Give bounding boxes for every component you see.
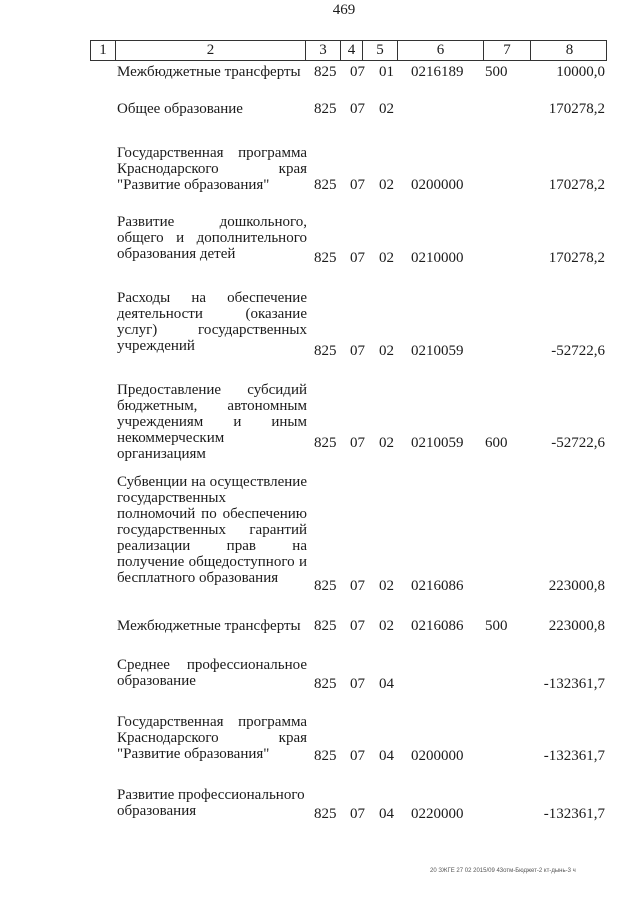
- row-c6: 0200000: [411, 177, 464, 193]
- row-c5: 04: [379, 806, 394, 822]
- row-c3: 825: [314, 618, 337, 634]
- header-col-6: 6: [398, 41, 484, 60]
- header-col-4: 4: [341, 41, 363, 60]
- row-c4: 07: [350, 101, 365, 117]
- row-c6: 0220000: [411, 806, 464, 822]
- row-c3: 825: [314, 578, 337, 594]
- row-c4: 07: [350, 177, 365, 193]
- row-c4: 07: [350, 250, 365, 266]
- row-c6: 0216189: [411, 64, 464, 80]
- row-name: Расходы на обеспечение деятельности (оказание услуг) государственных учреждений: [117, 290, 307, 354]
- row-c3: 825: [314, 101, 337, 117]
- row-name: Развитие дошкольного, общего и дополнительного образования детей: [117, 214, 307, 262]
- row-c8: -52722,6: [551, 343, 605, 359]
- row-c5: 02: [379, 578, 394, 594]
- header-col-2: 2: [116, 41, 306, 60]
- row-name: Развитие профессионального образования: [117, 787, 305, 819]
- row-c5: 02: [379, 250, 394, 266]
- row-c8: 223000,8: [548, 578, 605, 594]
- header-col-7: 7: [484, 41, 531, 60]
- row-name: Среднее профессиональное образование: [117, 657, 307, 689]
- row-c8: 170278,2: [548, 101, 605, 117]
- row-name: Межбюджетные трансферты: [117, 618, 301, 634]
- row-c4: 07: [350, 748, 365, 764]
- row-c3: 825: [314, 748, 337, 764]
- table-header: [90, 40, 607, 61]
- row-c6: 0210059: [411, 435, 464, 451]
- row-c3: 825: [314, 250, 337, 266]
- row-c8: 223000,8: [548, 618, 605, 634]
- row-name: Межбюджетные трансферты: [117, 64, 301, 80]
- row-c8: 170278,2: [548, 250, 605, 266]
- row-c4: 07: [350, 676, 365, 692]
- row-c3: 825: [314, 64, 337, 80]
- header-col-8: 8: [565, 42, 574, 58]
- row-c3: 825: [314, 343, 337, 359]
- row-c8: 170278,2: [548, 177, 605, 193]
- page-number: 469: [332, 2, 356, 18]
- row-c5: 04: [379, 676, 394, 692]
- row-name: Государственная программа Краснодарского края "Развитие образования": [117, 714, 307, 762]
- row-c3: 825: [314, 806, 337, 822]
- row-c6: 0200000: [411, 748, 464, 764]
- row-c5: 02: [379, 435, 394, 451]
- row-c7: 500: [485, 64, 508, 80]
- row-c8: -132361,7: [543, 806, 605, 822]
- row-c3: 825: [314, 435, 337, 451]
- row-c5: 02: [379, 618, 394, 634]
- row-c5: 02: [379, 101, 394, 117]
- row-c3: 825: [314, 177, 337, 193]
- row-c5: 04: [379, 748, 394, 764]
- row-c4: 07: [350, 435, 365, 451]
- row-c4: 07: [350, 343, 365, 359]
- row-c8: -132361,7: [543, 748, 605, 764]
- row-c6: 0210000: [411, 250, 464, 266]
- row-c5: 02: [379, 343, 394, 359]
- row-c4: 07: [350, 64, 365, 80]
- row-c7: 500: [485, 618, 508, 634]
- row-name: Общее образование: [117, 101, 243, 117]
- row-c4: 07: [350, 806, 365, 822]
- row-c8: -52722,6: [551, 435, 605, 451]
- header-col-3: 3: [306, 41, 341, 60]
- row-c3: 825: [314, 676, 337, 692]
- row-c4: 07: [350, 578, 365, 594]
- row-c6: 0216086: [411, 618, 464, 634]
- row-c7: 600: [485, 435, 508, 451]
- footer-file-reference: 20 ЗЖГЕ 27 02 2015/09 43отм-Бюджет-2 кт-дынь-3 ч: [430, 868, 576, 874]
- row-c6: 0210059: [411, 343, 464, 359]
- row-name: Предоставление субсидий бюджетным, автономным учреждениям и иным некоммерческим организациям: [117, 382, 307, 462]
- row-name: Государственная программа Краснодарского края "Развитие образования": [117, 145, 307, 193]
- header-col-5: 5: [363, 41, 398, 60]
- row-c8: 10000,0: [556, 64, 605, 80]
- row-c5: 02: [379, 177, 394, 193]
- row-name: Субвенции на осуществление государственных полномочий по обеспечению государственных гарантий реализации прав на получение общедоступного и бесплатного образования: [117, 474, 307, 586]
- row-c8: -132361,7: [543, 676, 605, 692]
- row-c5: 01: [379, 64, 394, 80]
- header-col-1: 1: [91, 41, 116, 60]
- row-c4: 07: [350, 618, 365, 634]
- row-c6: 0216086: [411, 578, 464, 594]
